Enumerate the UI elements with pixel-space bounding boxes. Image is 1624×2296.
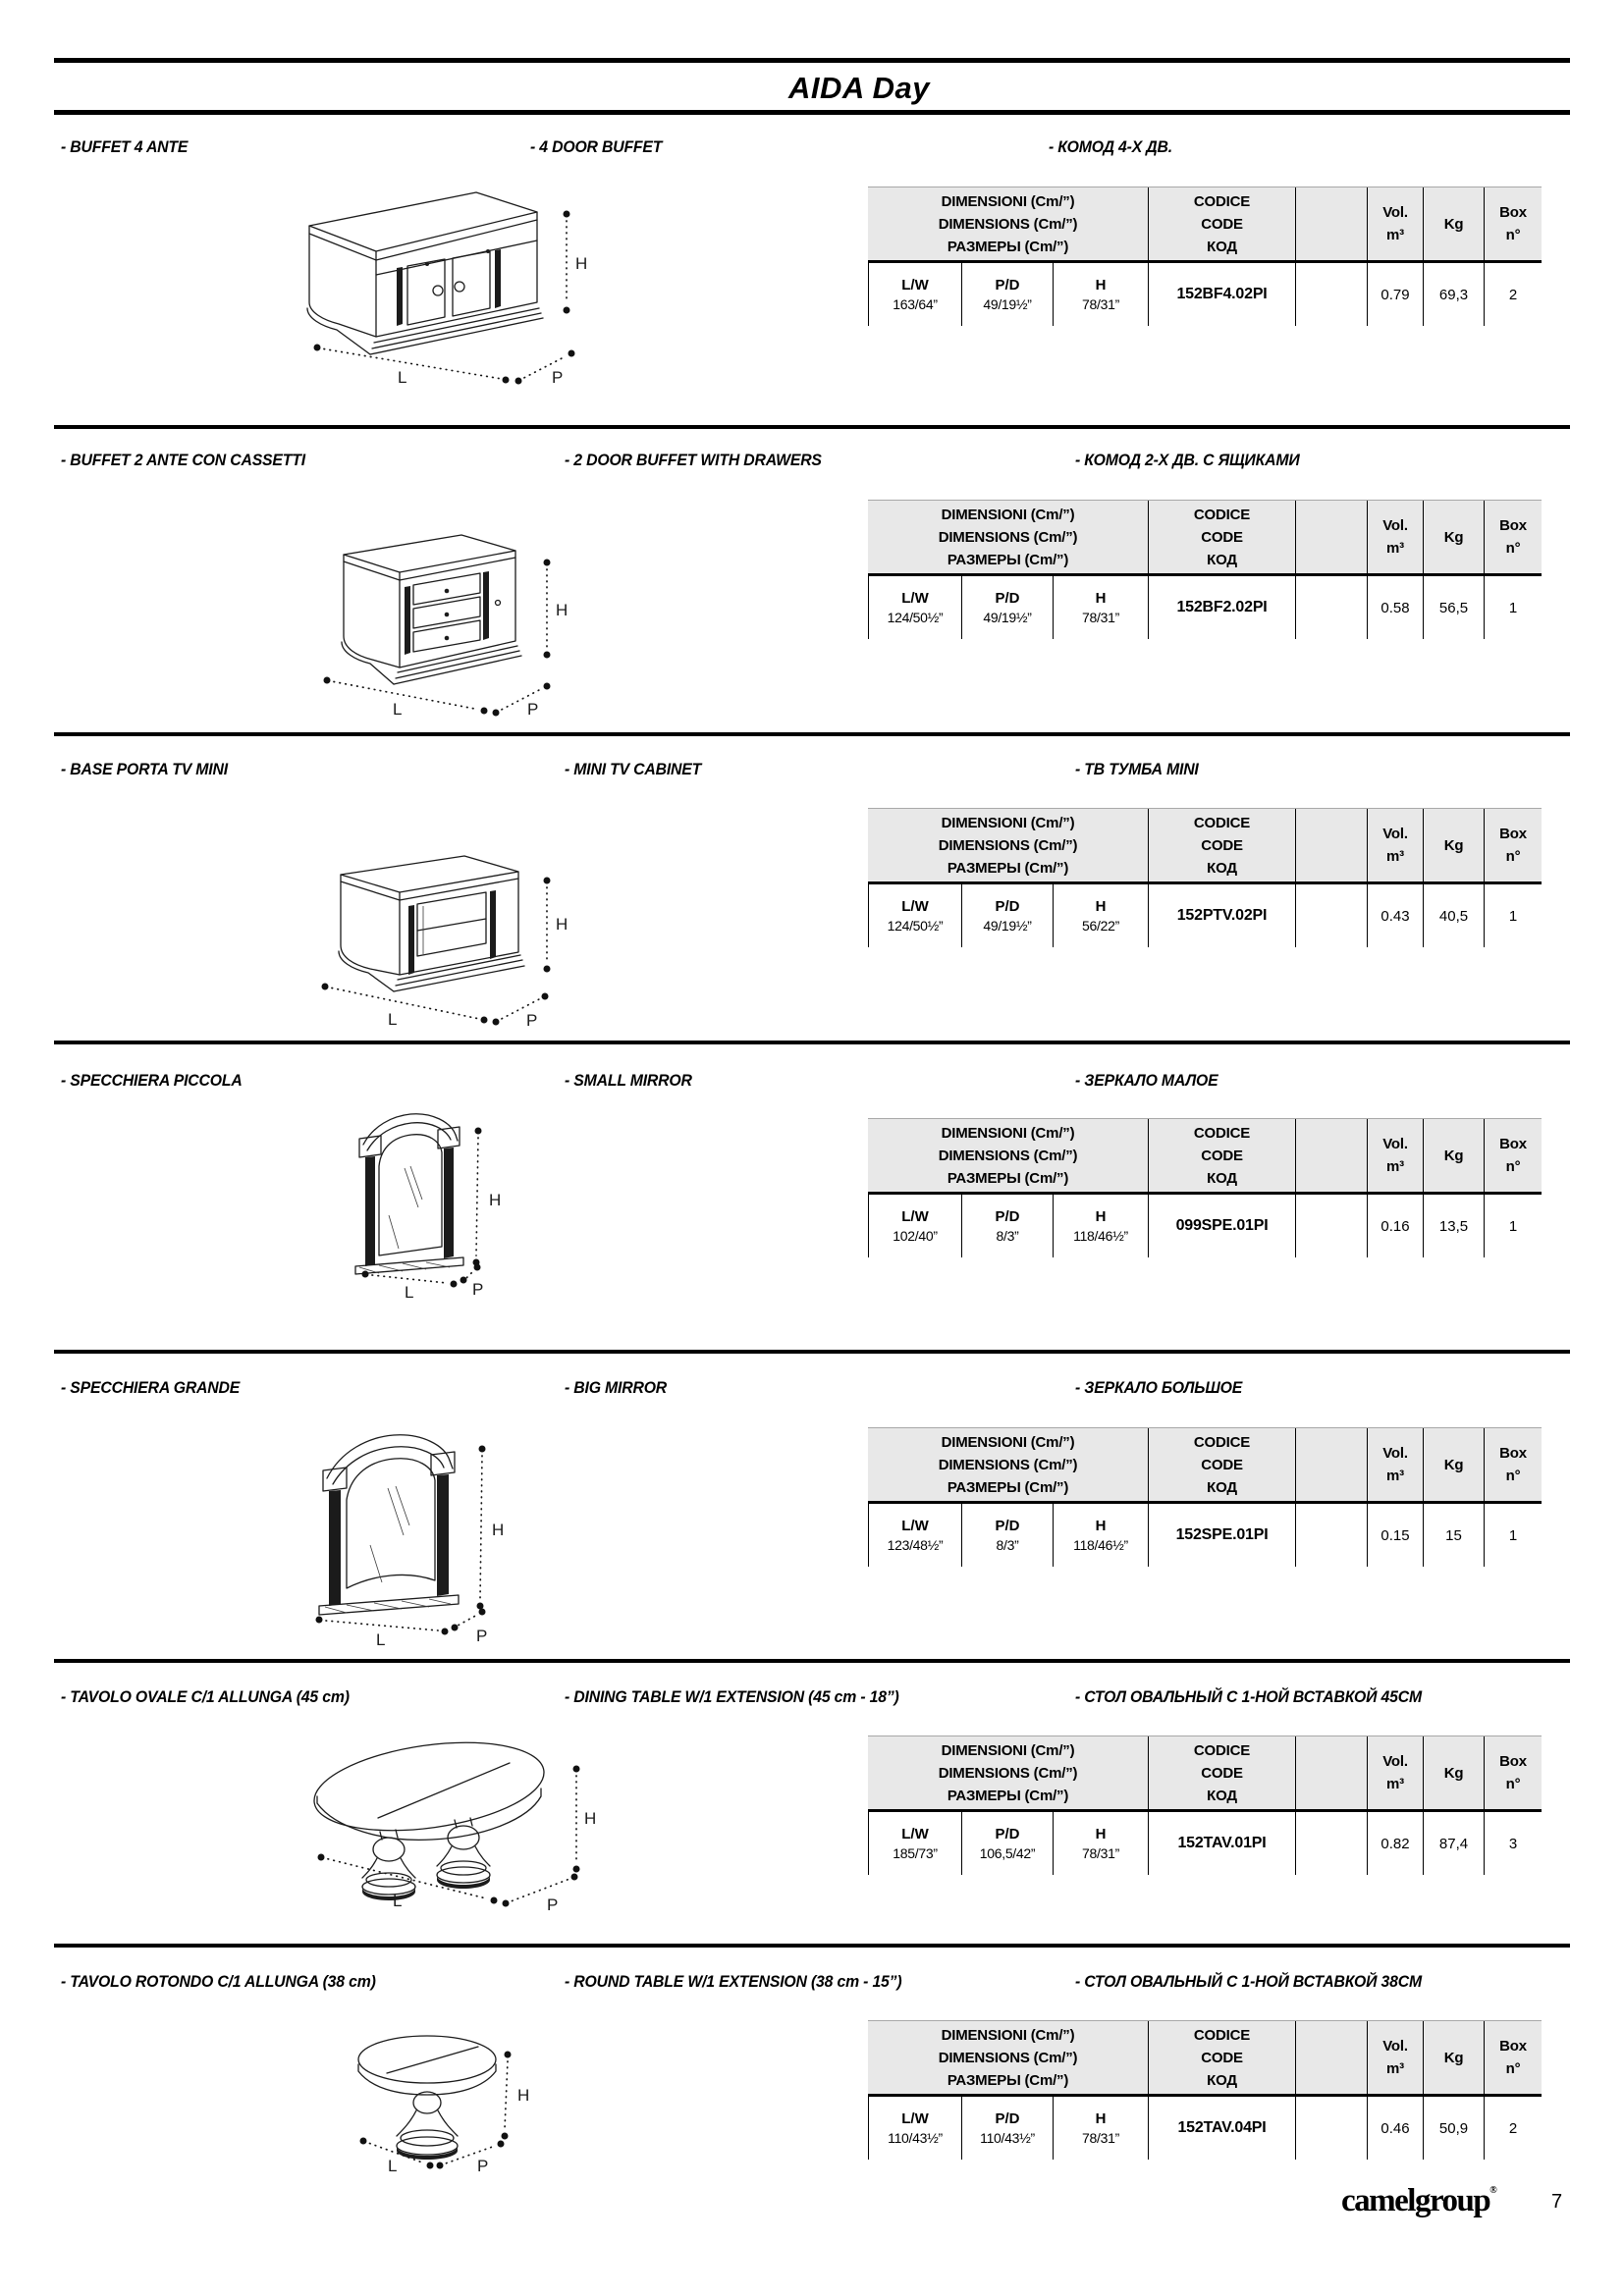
volume-cell: 0.43 — [1367, 884, 1423, 947]
product-name-ru: - ЗЕРКАЛО МАЛОЕ — [1075, 1071, 1218, 1090]
product-name-ru: - ТВ ТУМБА MINI — [1075, 760, 1199, 778]
dimensions-header: DIMENSIONI (Cm/”) DIMENSIONS (Cm/”) РАЗМЕРЫ (Cm/”) — [938, 1124, 1078, 1187]
spec-table — [868, 1427, 1542, 1567]
pd-cell: P/D 8/3” — [961, 1504, 1053, 1567]
volume-cell: 0.82 — [1367, 1812, 1423, 1875]
code-header: CODICE CODE КОД — [1148, 1736, 1295, 1809]
depth-dim-label: P — [526, 1011, 538, 1030]
volume-cell: 0.58 — [1367, 576, 1423, 639]
product-name-en: - 4 DOOR BUFFET — [530, 137, 663, 156]
dimensions-header: DIMENSIONI (Cm/”) DIMENSIONS (Cm/”) РАЗМЕРЫ (Cm/”) — [938, 1433, 1078, 1496]
product-name-ru: - ЗЕРКАЛО БОЛЬШОЕ — [1075, 1378, 1243, 1397]
h-cell: H 56/22” — [1053, 884, 1148, 947]
code-header: CODICE CODE КОД — [1148, 2021, 1295, 2094]
box-cell: 3 — [1484, 1812, 1542, 1875]
product-name-it: - TAVOLO OVALE C/1 ALLUNGA (45 cm) — [61, 1687, 350, 1706]
product-name-it: - BUFFET 2 ANTE CON CASSETTI — [61, 451, 305, 469]
drawing-4-door-buffet — [280, 165, 594, 386]
box-cell: 1 — [1484, 576, 1542, 639]
empty-cell — [1295, 1195, 1367, 1257]
weight-header: Kg — [1423, 809, 1484, 881]
brand-logo: camelgroup® — [1341, 2183, 1497, 2218]
code-cell: 152TAV.01PI — [1148, 1812, 1295, 1875]
code-cell: 152BF2.02PI — [1148, 576, 1295, 639]
product-name-ru: - КОМОД 4-Х ДВ. — [1049, 137, 1172, 156]
h-cell: H 118/46½” — [1053, 1504, 1148, 1567]
spec-table — [868, 2020, 1542, 2160]
spec-table-row — [868, 576, 1542, 639]
depth-dim-label: P — [552, 368, 564, 386]
spec-table — [868, 1735, 1542, 1875]
box-cell: 2 — [1484, 2097, 1542, 2160]
length-dim-label: L — [388, 2157, 398, 2175]
pd-cell: P/D 110/43½” — [961, 2097, 1053, 2160]
pd-cell: P/D 49/19½” — [961, 263, 1053, 326]
weight-cell: 40,5 — [1423, 884, 1484, 947]
section-divider — [54, 1659, 1570, 1663]
box-cell: 1 — [1484, 1504, 1542, 1567]
h-cell: H 78/31” — [1053, 1812, 1148, 1875]
drawing-small-mirror — [295, 1090, 569, 1325]
product-name-it: - BUFFET 4 ANTE — [61, 137, 189, 156]
height-dim-label: H — [584, 1809, 597, 1828]
spec-table — [868, 500, 1542, 639]
volume-header: Vol. m³ — [1367, 1428, 1423, 1501]
spec-table — [868, 187, 1542, 326]
box-cell: 1 — [1484, 1195, 1542, 1257]
height-dim-label: H — [517, 2086, 530, 2105]
dimensions-header: DIMENSIONI (Cm/”) DIMENSIONS (Cm/”) РАЗМЕРЫ (Cm/”) — [938, 814, 1078, 877]
lw-cell: L/W 102/40” — [868, 1195, 961, 1257]
depth-dim-label: P — [476, 1627, 488, 1645]
weight-cell: 15 — [1423, 1504, 1484, 1567]
product-name-ru: - КОМОД 2-Х ДВ. С ЯЩИКАМИ — [1075, 451, 1300, 469]
height-dim-label: H — [575, 254, 588, 273]
empty-header — [1295, 1428, 1367, 1501]
spec-table-header — [868, 187, 1542, 263]
spec-table-header — [868, 500, 1542, 576]
lw-cell: L/W 163/64” — [868, 263, 961, 326]
volume-cell: 0.79 — [1367, 263, 1423, 326]
page-number: 7 — [1551, 2191, 1563, 2213]
code-cell: 099SPE.01PI — [1148, 1195, 1295, 1257]
box-header: Box n° — [1484, 1428, 1542, 1501]
volume-header: Vol. m³ — [1367, 187, 1423, 260]
pd-cell: P/D 49/19½” — [961, 884, 1053, 947]
dimensions-header: DIMENSIONI (Cm/”) DIMENSIONS (Cm/”) РАЗМЕРЫ (Cm/”) — [938, 506, 1078, 568]
drawing-oval-dining-table — [280, 1730, 604, 1946]
section-divider — [54, 1350, 1570, 1354]
volume-header: Vol. m³ — [1367, 1119, 1423, 1192]
dimensions-header: DIMENSIONI (Cm/”) DIMENSIONS (Cm/”) РАЗМЕРЫ (Cm/”) — [938, 2026, 1078, 2089]
empty-header — [1295, 1736, 1367, 1809]
h-cell: H 78/31” — [1053, 263, 1148, 326]
box-header: Box n° — [1484, 1736, 1542, 1809]
product-name-it: - SPECCHIERA PICCOLA — [61, 1071, 243, 1090]
height-dim-label: H — [492, 1521, 505, 1539]
code-cell: 152SPE.01PI — [1148, 1504, 1295, 1567]
height-dim-label: H — [556, 601, 568, 619]
box-header: Box n° — [1484, 2021, 1542, 2094]
empty-cell — [1295, 1812, 1367, 1875]
height-dim-label: H — [489, 1191, 502, 1209]
product-name-en: - BIG MIRROR — [565, 1378, 668, 1397]
section-divider — [54, 732, 1570, 736]
code-cell: 152BF4.02PI — [1148, 263, 1295, 326]
product-name-en: - DINING TABLE W/1 EXTENSION (45 cm - 18”) — [565, 1687, 899, 1706]
spec-table — [868, 1118, 1542, 1257]
weight-header: Kg — [1423, 501, 1484, 573]
product-name-en: - MINI TV CABINET — [565, 760, 702, 778]
weight-header: Kg — [1423, 1428, 1484, 1501]
empty-header — [1295, 187, 1367, 260]
volume-header: Vol. m³ — [1367, 501, 1423, 573]
depth-dim-label: P — [527, 700, 539, 717]
length-dim-label: L — [405, 1283, 414, 1302]
lw-cell: L/W 185/73” — [868, 1812, 961, 1875]
code-header: CODICE CODE КОД — [1148, 501, 1295, 573]
weight-header: Kg — [1423, 2021, 1484, 2094]
pd-cell: P/D 8/3” — [961, 1195, 1053, 1257]
depth-dim-label: P — [472, 1280, 484, 1299]
spec-table-row — [868, 1504, 1542, 1567]
spec-table-header — [868, 1427, 1542, 1504]
box-header: Box n° — [1484, 187, 1542, 260]
code-header: CODICE CODE КОД — [1148, 1119, 1295, 1192]
length-dim-label: L — [376, 1630, 386, 1649]
spec-table-row — [868, 1812, 1542, 1875]
product-name-it: - SPECCHIERA GRANDE — [61, 1378, 241, 1397]
weight-header: Kg — [1423, 1119, 1484, 1192]
h-cell: H 118/46½” — [1053, 1195, 1148, 1257]
dimensions-header: DIMENSIONI (Cm/”) DIMENSIONS (Cm/”) РАЗМЕРЫ (Cm/”) — [938, 1741, 1078, 1804]
weight-cell: 69,3 — [1423, 263, 1484, 326]
spec-table-header — [868, 2020, 1542, 2097]
lw-cell: L/W 124/50½” — [868, 576, 961, 639]
h-cell: H 78/31” — [1053, 576, 1148, 639]
pd-cell: P/D 49/19½” — [961, 576, 1053, 639]
depth-dim-label: P — [547, 1896, 559, 1914]
length-dim-label: L — [388, 1010, 398, 1029]
empty-cell — [1295, 576, 1367, 639]
spec-table-row — [868, 884, 1542, 947]
height-dim-label: H — [556, 915, 568, 934]
volume-header: Vol. m³ — [1367, 1736, 1423, 1809]
spec-table — [868, 808, 1542, 947]
spec-table-row — [868, 2097, 1542, 2160]
length-dim-label: L — [398, 368, 407, 386]
empty-cell — [1295, 2097, 1367, 2160]
dimensions-header: DIMENSIONI (Cm/”) DIMENSIONS (Cm/”) РАЗМЕРЫ (Cm/”) — [938, 192, 1078, 255]
volume-cell: 0.15 — [1367, 1504, 1423, 1567]
spec-table-row — [868, 263, 1542, 326]
lw-cell: L/W 110/43½” — [868, 2097, 961, 2160]
spec-table-row — [868, 1195, 1542, 1257]
empty-cell — [1295, 1504, 1367, 1567]
empty-header — [1295, 2021, 1367, 2094]
drawing-big-mirror — [290, 1412, 555, 1652]
section-divider — [54, 425, 1570, 429]
weight-header: Kg — [1423, 187, 1484, 260]
h-cell: H 78/31” — [1053, 2097, 1148, 2160]
box-header: Box n° — [1484, 501, 1542, 573]
weight-cell: 50,9 — [1423, 2097, 1484, 2160]
drawing-round-table — [285, 1993, 579, 2218]
product-name-ru: - СТОЛ ОВАЛЬНЫЙ С 1-НОЙ ВСТАВКОЙ 38СМ — [1075, 1972, 1422, 1991]
page-title: AIDA Day — [787, 71, 931, 105]
section-divider — [54, 1041, 1570, 1044]
registered-mark: ® — [1489, 2185, 1497, 2196]
weight-header: Kg — [1423, 1736, 1484, 1809]
empty-header — [1295, 1119, 1367, 1192]
empty-cell — [1295, 884, 1367, 947]
weight-cell: 13,5 — [1423, 1195, 1484, 1257]
code-cell: 152PTV.02PI — [1148, 884, 1295, 947]
volume-cell: 0.16 — [1367, 1195, 1423, 1257]
code-header: CODICE CODE КОД — [1148, 187, 1295, 260]
empty-header — [1295, 501, 1367, 573]
code-header: CODICE CODE КОД — [1148, 809, 1295, 881]
box-header: Box n° — [1484, 809, 1542, 881]
spec-table-header — [868, 1118, 1542, 1195]
weight-cell: 56,5 — [1423, 576, 1484, 639]
volume-header: Vol. m³ — [1367, 2021, 1423, 2094]
lw-cell: L/W 124/50½” — [868, 884, 961, 947]
spec-table-header — [868, 808, 1542, 884]
code-cell: 152TAV.04PI — [1148, 2097, 1295, 2160]
product-name-it: - TAVOLO ROTONDO C/1 ALLUNGA (38 cm) — [61, 1972, 376, 1991]
drawing-2-door-buffet-with-drawers — [290, 506, 584, 717]
product-name-en: - SMALL MIRROR — [565, 1071, 692, 1090]
code-header: CODICE CODE КОД — [1148, 1428, 1295, 1501]
box-cell: 1 — [1484, 884, 1542, 947]
volume-header: Vol. m³ — [1367, 809, 1423, 881]
length-dim-label: L — [393, 1892, 403, 1910]
product-name-it: - BASE PORTA TV MINI — [61, 760, 228, 778]
empty-header — [1295, 809, 1367, 881]
spec-table-header — [868, 1735, 1542, 1812]
lw-cell: L/W 123/48½” — [868, 1504, 961, 1567]
length-dim-label: L — [393, 700, 403, 717]
header-rule-bottom — [54, 110, 1570, 115]
product-name-ru: - СТОЛ ОВАЛЬНЫЙ С 1-НОЙ ВСТАВКОЙ 45СМ — [1075, 1687, 1422, 1706]
box-header: Box n° — [1484, 1119, 1542, 1192]
product-name-en: - 2 DOOR BUFFET WITH DRAWERS — [565, 451, 822, 469]
product-name-en: - ROUND TABLE W/1 EXTENSION (38 cm - 15”) — [565, 1972, 902, 1991]
depth-dim-label: P — [477, 2157, 489, 2175]
section-divider — [54, 1944, 1570, 1948]
pd-cell: P/D 106,5/42” — [961, 1812, 1053, 1875]
drawing-mini-tv-cabinet — [290, 829, 584, 1031]
volume-cell: 0.46 — [1367, 2097, 1423, 2160]
box-cell: 2 — [1484, 263, 1542, 326]
empty-cell — [1295, 263, 1367, 326]
weight-cell: 87,4 — [1423, 1812, 1484, 1875]
header-rule-top — [54, 58, 1570, 63]
